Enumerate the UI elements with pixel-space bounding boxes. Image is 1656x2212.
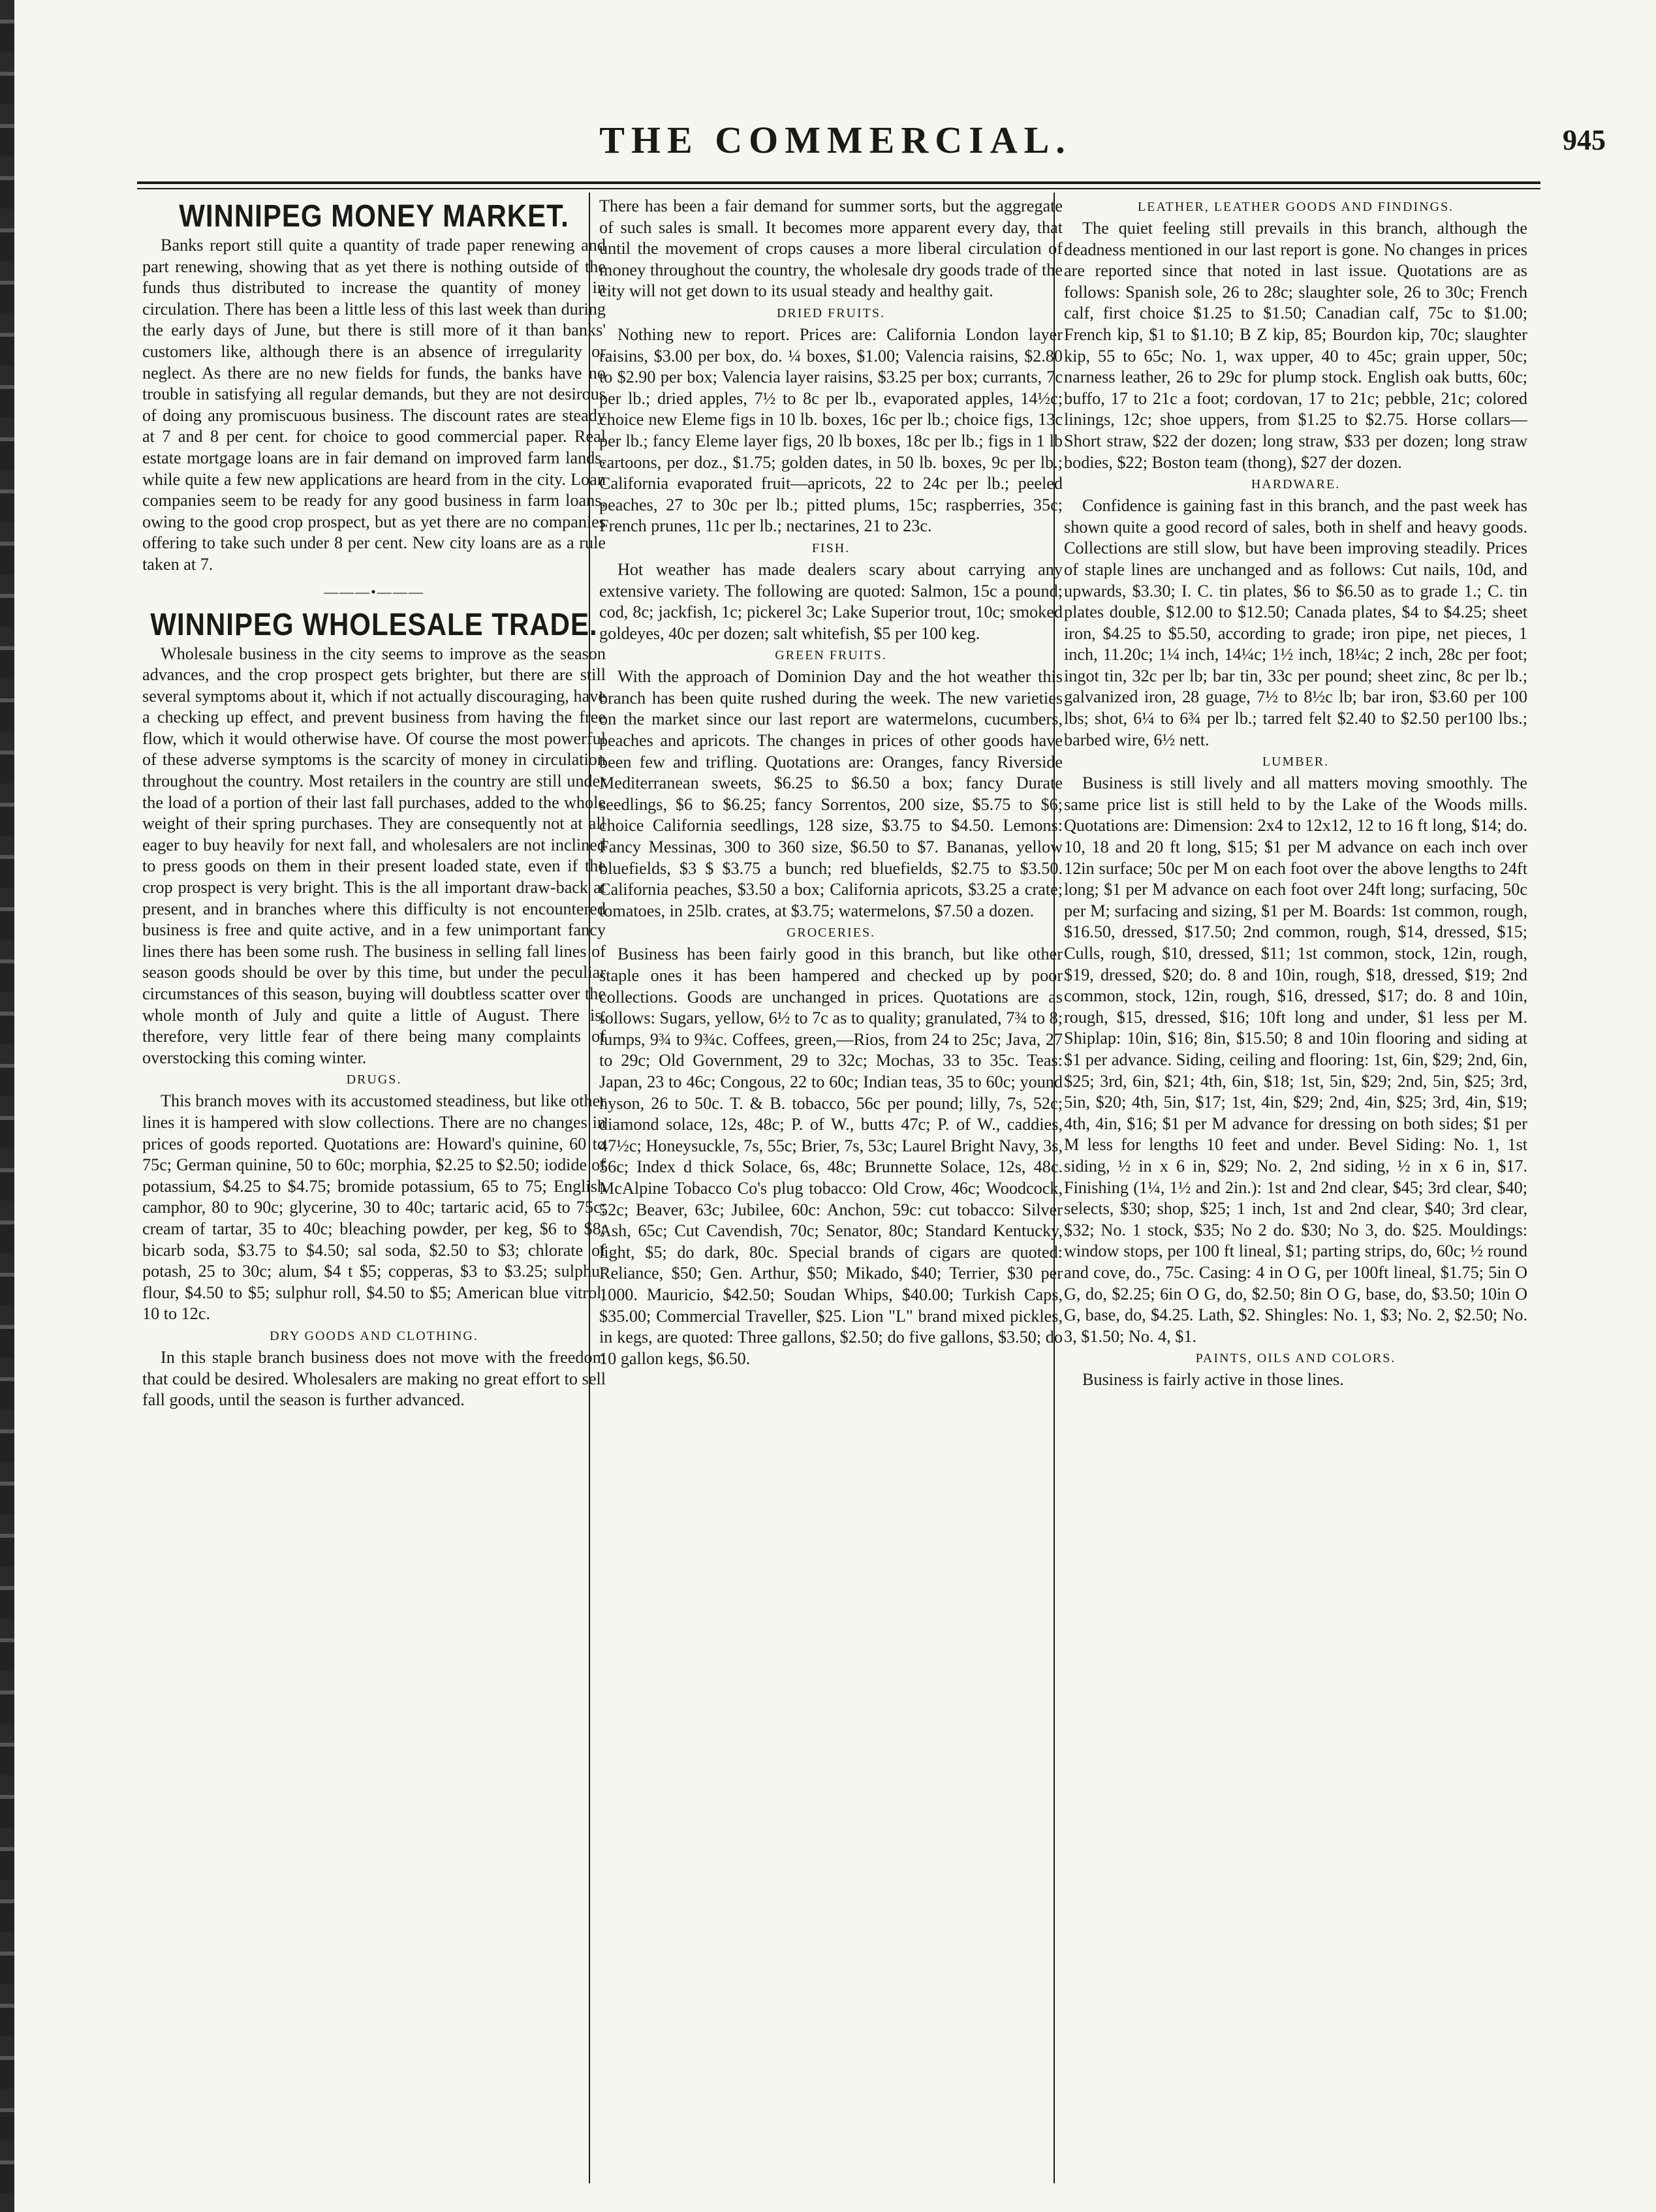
green-fruits-heading: GREEN FRUITS. [775,648,887,663]
column-1 [142,196,606,2193]
wholesale-trade-heading: WINNIPEG WHOLESALE TRADE. [150,606,598,642]
paints-body: Business is fairly active in those lines. [1082,1370,1344,1390]
column-2 [599,196,1063,2193]
green-fruits-body: With the approach of Dominion Day and the hot weather this branch has been quite rushed during the week. The new varieties on the market since our last report are watermelons, cucumbers, peaches and apricots. The changes in prices of other goods have been few and trifling. Quotations are: Oranges, fancy Riverside Mediterranean sweets, $6.25 to $6.50 a box; fancy Durate seedlings, $6 to $6.25; fancy Sorrentos, 200 size, $5.75 to $6; choice California seedlings, 128 size, $3.75 to $4.50. Lemons: Fancy Messinas, 300 to 360 size, $6.50 to $7. Bananas, yellow bluefields, $3 $ $3.75 a bunch; red bluefields, $2.75 to $3.50. California peaches, $3.50 a box; California apricots, $3.25 a crate; tomatoes, in 25lb. crates, at $3.75; watermelons, $7.50 a dozen. [599,667,1063,920]
hardware-heading: HARDWARE. [1251,477,1341,492]
dry-goods-heading: DRY GOODS AND CLOTHING. [270,1328,478,1343]
lumber-body: Business is still lively and all matters moving smoothly. The same price list is still held to by the Lake of the Woods mills. Quotations are: Dimension: 2x4 to 12x12, 12 to 16 ft long, $14; do. 10, 18 and 20 ft long, $15; $1 per M advance on each inch over 12in surface; 50c per M on each foot over the above lengths to 24ft long; $1 per M advance on each foot over 24ft long; surfacing, 50c per M; surfacing and sizing, $1 per M. Boards: 1st common, rough, $16.50, dressed, $17.50; 2nd common, rough, $14, dressed, $15; Culls, rough, $10, dressed, $11; 1st common, stock, 12in, rough, $19, dressed, $20; do. 8 and 10in, rough, $18, dressed, $19; 2nd common, stock, 12in, rough, $16, dressed, $17; do. 8 and 10in, rough, $15, dressed, $16; 10ft long and under, $1 less per M. Shiplap: 10in, $16; 8in, $15.50; 8 and 10in flooring and siding at $1 per advance. Siding, ceiling and flooring: 1st, 6in, $29; 2nd, 6in, $25; 3rd, 6in, $21; 4th, 6in, $18; 1st, 5in, $29; 2nd, 5in, $25; 3rd, 5in, $20; 4th, 5in, $17; 1st, 4in, $29; 2nd, 4in, $25; 3rd, 4in, $19; 4th, 4in, $16; $1 per M advance for dressing on both sides; $1 per M less for lengths 10 feet and under. Bevel Siding: No. 1, 1st siding, ½ in x 6 in, $29; No. 2, 2nd siding, ½ in x 6 in, $17. Finishing (1¼, 1½ and 2in.): 1st and 2nd clear, $45; 3rd clear, $40; selects, $30; shop, $25; 1 inch, 1st and 2nd clear, $40; 3rd clear, $32; No. 1 stock, $35; No 2 do. $30; No 3, do. $25. Mouldings: window stops, per 100 ft lineal, $1; parting strips, do, 60c; ½ round and cove, do., 75c. Casing: 4 in O G, per 100ft lineal, $1.75; 5in O G, do, $2.25; 6in O G, do, $2.50; 8in O G, base, do, $3.50; 10in O G, base, do, $4.25. Lath, $2. Shingles: No. 1, $3; No. 2, $2.50; No. 3, $1.50; No. 4, $1. [1064,773,1527,1346]
groceries-body: Business has been fairly good in this branch, but like other staple ones it has been hampered and checked up by poor collections. Goods are unchanged in prices. Quotations are as follows: Sugars, yellow, 6½ to 7c as to quality; granulated, 7¾ to 8; lumps, 9¾ to 9¾c. Coffees, green,—Rios, from 24 to 25c; Java, 27 to 29c; Old Government, 29 to 32c; Mochas, 33 to 35c. Teas: Japan, 23 to 46c; Congous, 22 to 60c; Indian teas, 35 to 60c; yound hyson, 26 to 50c. T. & B. tobacco, 56c per pound; lilly, 7s, 52c; diamond solace, 12s, 48c; P. of W., butts 47c; P. of W., caddies, 47½c; Honeysuckle, 7s, 55c; Brier, 7s, 53c; Laurel Bright Navy, 3s, 56c; Index d thick Solace, 6s, 48c; Brunnette Solace, 12s, 48c. McAlpine Tobacco Co's plug tobacco: Old Crow, 46c; Woodcock, 52c; Beaver, 63c; Jubilee, 60c: Anchon, 59c: cut tobacco: Silver Ash, 65c; Cut Cavendish, 70c; Senator, 80c; Standard Kentucky, light, $5; do dark, 80c. Special brands of cigars are quoted: Reliance, $50; Gen. Arthur, $50; Mikado, $40; Terrier, $30 per 1000. Mauricio, $42.50; Soudan Whips, $40.00; Turkish Caps, $35.00; Commercial Traveller, $25. Lion "L" brand mixed pickles, in kegs, are quoted: Three gallons, $2.50; do five gallons, $3.50; do 10 gallon kegs, $6.50. [599,944,1063,1368]
header-rule-thin [137,188,1540,189]
fish-heading: FISH. [811,540,851,555]
page-edge [0,0,14,2212]
drugs-body: This branch moves with its accustomed steadiness, but like other lines it is hampered with slow collections. There are no changes in prices of goods reported. Quotations are: Howard's quinine, 60 to 75c; German quinine, 50 to 60c; morphia, $2.25 to $2.50; iodide of potassium, $4.25 to $4.75; bromide potassium, 65 to 75; English camphor, 80 to 90c; glycerine, 30 to 40c; tartaric acid, 65 to 75c; cream of tartar, 35 to 40c; bleaching powder, per keg, $6 to $8; bicarb soda, $3.75 to $4.50; sal soda, $2.50 to $3; chlorate of potash, 25 to 30c; alum, $4 t $5; copperas, $3 to $3.25; sulphur flour, $4.50 to $5; sulphur roll, $4.50 to $5; American blue vitrol, 10 to 12c. [142,1091,606,1324]
dry-goods-body: In this staple branch business does not move with the freedom that could be desired. Wholesalers are making no great effort to sell fall goods, until the season is further advanced. [142,1347,606,1410]
lumber-heading: LUMBER. [1262,755,1330,770]
leather-heading: LEATHER, LEATHER GOODS AND FINDINGS. [1137,200,1454,214]
section-divider: ———•——— [324,583,424,600]
dry-goods-continued: There has been a fair demand for summer sorts, but the aggregate of such sales is small. It becomes more apparent every day, that until the movement of crops causes a more liberal circulation of money throughout the country, the wholesale dry goods trade of the city will not get down to its usual steady and healthy gait. [599,196,1063,301]
fish-body: Hot weather has made dealers scary about carrying any extensive variety. The following are quoted: Salmon, 15c a pound; cod, 8c; jackfish, 1c; pickerel 3c; Lake Superior trout, 10c; smoked goldeyes, 40c per dozen; salt whitefish, $5 per 100 keg. [599,559,1063,643]
leather-body: The quiet feeling still prevails in this branch, although the deadness mentioned in our last report is gone. No changes in prices are reported since that noted in last issue. Quotations are as follows: Spanish sole, 26 to 28c; slaughter sole, 26 to 30c; French calf, first choice $1.25 to $1.50; Canadian calf, 75c to $1.00; French kip, $1 to $1.10; B Z kip, 85; Bourdon kip, 70c; slaughter kip, 55 to 65c; No. 1, wax upper, 40 to 45c; grain upper, 50c; narness leather, 26 to 29c for plump stock. English oak butts, 60c; buffo, 17 to 21c a foot; cordovan, 17 to 21c; pebble, 21c; colored linings, 12c; shoe uppers, from $1.25 to $2.75. Horse collars—Short straw, $22 der dozen; long straw, $33 per dozen; long straw bodies, $22; Boston team (thong), $27 der dozen. [1064,219,1527,472]
publication-title: THE COMMERCIAL. [599,119,1072,161]
column-3 [1064,196,1527,2193]
dried-fruits-heading: DRIED FRUITS. [776,305,885,320]
hardware-body: Confidence is gaining fast in this branch, and the past week has shown quite a good record of sales, both in shelf and heavy goods. Collections are still slow, but have been improving steadily. Prices of staple lines are unchanged and as follows: Cut nails, 10d, and upwards, $3.30; I. C. tin plates, $6 to $6.50 as to grade 1.; C. tin plates double, $12.00 to $12.50; Canada plates, $4 to $4.25; sheet iron, $4.25 to $5.50, according to grade; iron pipe, net pieces, 1 inch, 11.20c; 1¼ inch, 14¼c; 1½ inch, 18¼c; 2 inch, 28c per foot; ingot tin, 32c per lb; bar tin, 33c per pound; sheet zinc, 8c per lb.; galvanized iron, 28 guage, 7½ to 8½c lb; bar iron, $3.60 per 100 lbs; shot, 6¼ to 6¾ per lb.; tarred felt $2.40 to $2.50 per100 lbs.; barbed wire, 6½ nett. [1064,496,1527,749]
wholesale-trade-body: Wholesale business in the city seems to improve as the season advances, and the crop prospect gets brighter, but there are still several symptoms about it, which if not actually discouraging, have a checking up effect, and prevent business from having the free flow, which it would otherwise have. Of course the most powerful of these adverse symptoms is the scarcity of money in circulation throughout the country. Most retailers in the country are still under the load of a portion of their last fall purchases, added to the whole weight of their spring purchases. They are consequently not at all eager to buy heavily for next fall, and wholesalers are not inclined to press goods on them in their present loaded state, even if the crop prospect is very bright. This is the all important draw-back at present, and in branches where this difficulty is not encountered business is free and quite active, and in a few unimportant fancy lines there has been some rush. The business in selling fall lines of season goods should be over by this time, but under the peculiar circumstances of this season, buying will doubtless scatter over the whole month of July and quite a little of August. There is, therefore, very little fear of there being many complaints of overstocking this coming winter. [142,644,606,1067]
groceries-heading: GROCERIES. [786,926,876,941]
page-number: 945 [1563,124,1606,156]
drugs-heading: DRUGS. [346,1072,402,1087]
header-rule [137,181,1540,184]
dried-fruits-body: Nothing new to report. Prices are: California London layer raisins, $3.00 per box, do. ¼ boxes, $1.00; Valencia raisins, $2.80 to $2.90 per box; Valencia layer raisins, $3.25 per box; currants, 7c per lb.; dried apples, 7½ to 8c per lb., evaporated apples, 14½c; choice new Eleme figs in 10 lb. boxes, 16c per lb.; choice figs, 13c per lb.; fancy Eleme layer figs, 20 lb boxes, 18c per lb.; figs in 1 lb cartoons, per doz., $1.75; golden dates, in 50 lb. boxes, 9c per lb.; California evaporated fruit—apricots, 22 to 24c per lb.; peeled peaches, 27 to 30c per lb.; pitted plums, 15c; raspberries, 35c; French prunes, 11c per lb.; nectarines, 21 to 23c. [599,324,1063,536]
masthead [52,114,1619,166]
money-market-heading: WINNIPEG MONEY MARKET. [179,198,569,234]
money-market-body: Banks report still quite a quantity of trade paper renewing and part renewing, showing that as yet there is nothing outside of the funds thus distributed to increase the quantity of money in circulation. There has been a little less of this last week than during the early days of June, but there is still more of it than banks' customers like, although there is an absence of irregularity or neglect. As there are no new fields for funds, the banks have no trouble in satisfying all regular demands, but they are not desirous of doing any promiscuous business. The discount rates are steady at 7 and 8 per cent. for choice to good commercial paper. Real estate mortgage loans are in fair demand on improved farm lands, while quite a few new applications are heard from in the city. Loan companies seem to be ready for any good business in farm loans, owing to the good crop prospect, but as yet there are no companies offering to take such under 8 per cent. New city loans are as a rule taken at 7. [142,236,606,574]
paints-heading: PAINTS, OILS AND COLORS. [1195,1351,1396,1366]
